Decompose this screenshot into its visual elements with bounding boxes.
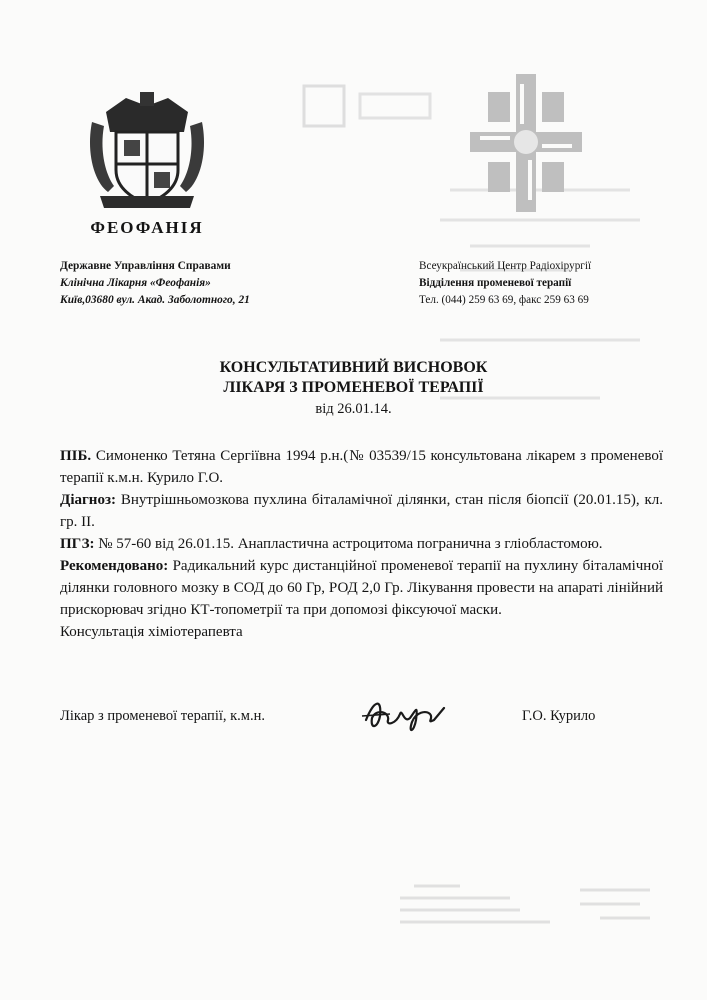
title-line1: КОНСУЛЬТАТИВНИЙ ВИСНОВОК	[219, 359, 488, 376]
letterhead-left	[60, 258, 250, 309]
signer-role: Лікар з променевої терапії, к.м.н.	[60, 708, 265, 724]
letterhead-right-line3: Тел. (044) 259 63 69, факс 259 63 69	[419, 294, 589, 306]
bleed-through-top	[300, 80, 440, 140]
letterhead-left-line3: Київ,03680 вул. Акад. Заболотного, 21	[60, 294, 250, 306]
bleed-through-bottom	[400, 880, 660, 945]
handwritten-signature-icon	[360, 694, 450, 736]
document-title	[0, 358, 707, 398]
letterhead-right-line2: Відділення променевої терапії	[419, 277, 572, 289]
letterhead-right	[419, 258, 591, 309]
letterhead-right-line1: Всеукраїнський Центр Радіохірургії	[419, 260, 592, 272]
feofania-crest-icon	[86, 92, 208, 212]
diagnosis-label: Діагноз:	[60, 492, 116, 508]
consultation-line: Консультація хіміотерапевта	[60, 624, 243, 640]
signer-name: Г.О. Курило	[522, 708, 596, 724]
title-line2: ЛІКАРЯ З ПРОМЕНЕВОЇ ТЕРАПІЇ	[223, 379, 484, 396]
recommended-label: Рекомендовано:	[60, 558, 169, 574]
recommended-text: Радикальний курс дистанційної променевої терапії на пухлину біталамічної ділянки головного мозку в СОД до 60 Гр, РОД 2,0 Гр. Лікування провести на апараті лінійний прискорювач згідно КТ-топометрії та при допомозі фіксуючої маски.	[60, 558, 663, 618]
pib-label: ПІБ.	[60, 448, 92, 464]
diagnosis-paragraph	[60, 489, 663, 533]
radiosurgery-center-logo-icon	[470, 74, 582, 212]
document-date: від 26.01.14.	[315, 401, 392, 417]
pgz-paragraph	[60, 533, 663, 555]
letterhead-left-line1: Державне Управління Справами	[60, 260, 231, 272]
signature-row	[60, 708, 620, 725]
bleed-bottom-lines	[400, 880, 660, 940]
pgz-label: ПГЗ:	[60, 536, 95, 552]
pib-text: Симоненко Тетяна Сергіївна 1994 р.н.(№ 03539/15 консультована лікарем з променевої терапії к.м.н. Курило Г.О.	[60, 448, 664, 486]
diagnosis-text: Внутрішньомозкова пухлина біталамічної ділянки, стан після біопсії (20.01.15), кл. гр. ІІ.	[60, 492, 664, 530]
org-logo-wordmark: ФЕОФАНІЯ	[90, 218, 204, 237]
bleed-logo-shape	[300, 80, 440, 140]
document-body	[60, 445, 663, 643]
letterhead-left-line2: Клінічна Лікарня «Феофанія»	[60, 277, 211, 289]
pib-paragraph	[60, 445, 663, 489]
recommended-paragraph	[60, 555, 663, 621]
pgz-text: № 57-60 від 26.01.15. Анапластична астроцитома погранична з гліобластомою.	[98, 536, 603, 552]
